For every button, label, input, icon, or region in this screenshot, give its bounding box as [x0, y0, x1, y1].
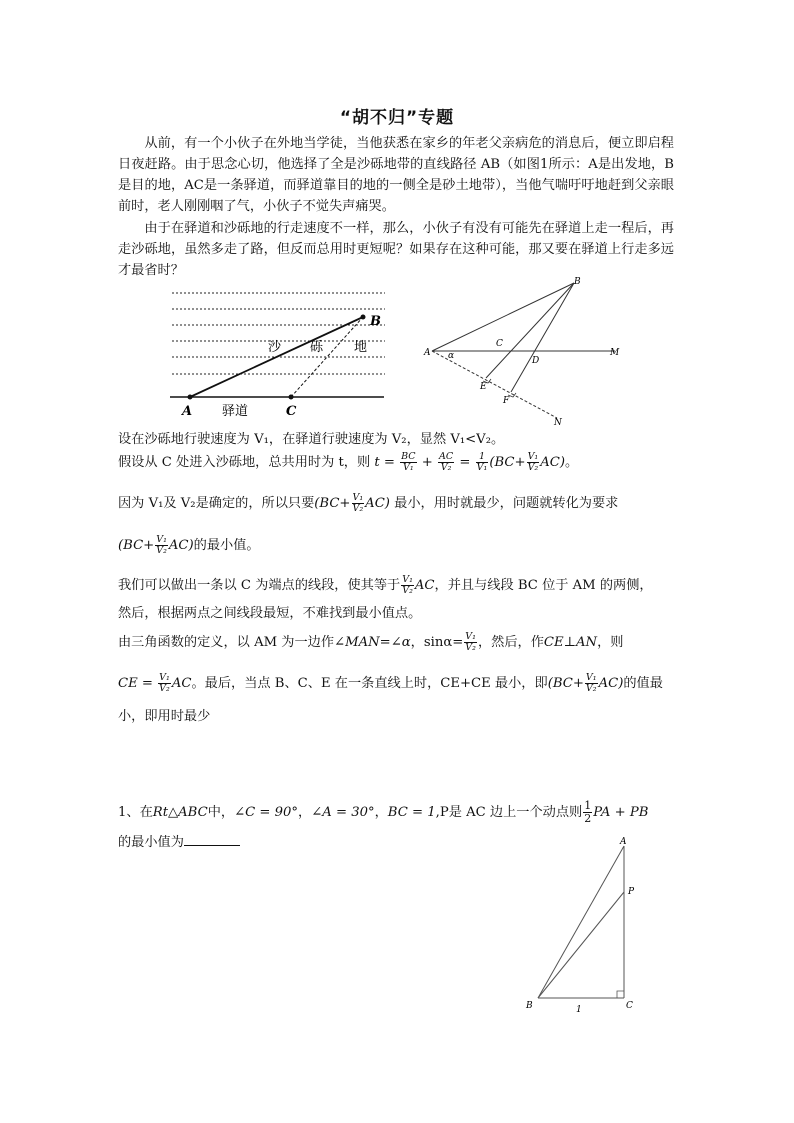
analysis-line-2 [118, 452, 678, 474]
label-C: C [286, 404, 297, 419]
frac-den: V₂ [527, 462, 539, 473]
text-segment: ，然后，作 [477, 635, 544, 650]
math-expr: CE = [118, 676, 153, 691]
frac-den: V₂ [156, 545, 167, 556]
frac-num: AC [439, 451, 454, 462]
text-segment: 的最小值为 [118, 835, 184, 850]
text-segment: ，并且与线段 BC 位于 AM 的两侧， [434, 578, 653, 593]
fig2-label-D: D [532, 356, 540, 366]
text-segment: 因为 V₁及 V₂是确定的，所以只要 [118, 496, 315, 511]
frac-num: V₁ [159, 672, 170, 683]
frac-num: 1 [584, 799, 592, 812]
math-expr: CE⊥AN [543, 635, 598, 650]
math-expr: ，sinα= [410, 635, 464, 650]
math-expr: AC [171, 676, 192, 691]
math-expr: Rt△ABC [152, 805, 208, 820]
text-segment: 1、在 [118, 805, 153, 820]
math-expr: AC) [365, 496, 390, 511]
sand-region-lines [172, 293, 385, 374]
frac-num: V₁ [402, 574, 413, 585]
line-BE [486, 283, 574, 378]
fraction-V1-V2 [585, 673, 598, 694]
problem-1-statement [118, 800, 678, 825]
label-A: A [182, 404, 193, 419]
label-B: B [370, 314, 381, 329]
frac-den: V₂ [440, 462, 452, 473]
frac-den: V₁ [403, 462, 414, 473]
intro-paragraph-1: 从前，有一个小伙子在外地当学徒，当他获悉在家乡的年老父亲病危的消息后，便立即启程日夜赶路。由于思念心切，他选择了全是沙砾地带的直线路径 AB（如图1所示：A是出发地，B是目的地，AC是一条驿道，而驿道靠目的地的一侧全是砂土地带），当他气喘吁吁地赶到父亲眼前时，老人刚刚咽了气，小伙子不觉失声痛哭。 [118, 136, 674, 214]
math-expr: ∠C = 90° [234, 805, 299, 820]
p1-label-1: 1 [576, 1005, 582, 1015]
text-segment: 的值最 [623, 676, 663, 691]
segment-BP [538, 892, 624, 998]
answer-blank[interactable] [184, 833, 240, 846]
right-angle-C [617, 991, 624, 998]
frac-num: 1 [476, 452, 489, 463]
fig2-label-N: N [554, 418, 562, 428]
math-expr: AC [414, 578, 435, 593]
frac-den: V₁ [476, 462, 488, 473]
fraction-AC-V2 [438, 452, 454, 473]
frac-den: V₂ [352, 503, 364, 514]
analysis-line-5 [118, 575, 678, 597]
line-AB [432, 283, 574, 351]
p1-label-A: A [620, 837, 627, 847]
math-expr: BC = 1 [387, 805, 436, 820]
frac-den: 2 [584, 812, 592, 825]
math-expr: AC) [598, 676, 624, 691]
fraction-V1-V2 [464, 632, 477, 653]
fraction-BC-V1 [400, 452, 416, 473]
math-expr: ∠MAN=∠α [334, 635, 411, 650]
text-segment: 的最小值。 [193, 538, 260, 553]
analysis-line-6: 然后，根据两点之间线段最短，不难找到最小值点。 [118, 606, 422, 621]
analysis-line-4 [118, 535, 678, 557]
fraction-V1-V2 [527, 452, 540, 473]
text-segment: 假设从 C 处进入沙砾地，总共用时为 t，则 [118, 455, 371, 470]
frac-den: V₂ [402, 585, 413, 596]
fig2-label-F: F [503, 396, 510, 406]
fraction-V1-V2 [155, 535, 168, 556]
fig2-label-A: A [424, 348, 431, 358]
p1-label-C: C [626, 1001, 633, 1011]
analysis-line-7 [118, 632, 678, 654]
frac-den: V₂ [465, 642, 476, 653]
analysis-line-8 [118, 673, 678, 695]
text-segment: ,P是 AC 边上一个动点则 [435, 805, 583, 820]
fraction-one-half [583, 800, 592, 825]
math-expr: (BC+ [118, 538, 155, 553]
frac-num: V₁ [585, 672, 597, 683]
text-segment: ， [298, 805, 312, 820]
point-C [289, 395, 294, 400]
analysis-line-3 [118, 493, 678, 515]
frac-num: V₁ [156, 534, 167, 545]
fraction-1-V1 [476, 452, 489, 473]
frac-den: V₂ [585, 683, 597, 694]
line-BF [511, 283, 574, 392]
fig2-label-C: C [496, 339, 503, 349]
text-segment: 中， [207, 805, 235, 820]
text-segment: 最小，用时就最少，问题就转化为要求 [394, 496, 619, 511]
math-operator: = [383, 455, 395, 470]
math-expr: ∠A = 30° [311, 805, 375, 820]
fig2-label-alpha: α [448, 351, 455, 361]
point-B [361, 315, 366, 320]
p1-label-B: B [526, 1001, 533, 1011]
fraction-V1-V2 [158, 673, 171, 694]
problem-1-triangle-figure [520, 832, 640, 1022]
text-segment: 由三角函数的定义，以 AM 为一边作 [118, 635, 335, 650]
frac-num: BC [401, 451, 416, 462]
fraction-V1-V2 [352, 493, 365, 514]
math-symbol: t [374, 455, 380, 470]
text-segment: 。最后，当点 B、C、E 在一条直线上时，CE+CE 最小，即 [191, 676, 548, 691]
label-sand-2: 砾 [310, 340, 324, 355]
page-title: “胡不归”专题 [339, 108, 455, 128]
math-operator: = [459, 455, 471, 470]
figure-1-road-diagram [170, 285, 392, 420]
frac-num: V₁ [465, 631, 476, 642]
text-segment: 。 [565, 455, 579, 470]
fig2-label-E: E [480, 382, 487, 392]
text-segment: ， [374, 805, 388, 820]
math-expr: AC) [168, 538, 194, 553]
analysis-line-1: 设在沙砾地行驶速度为 V₁，在驿道行驶速度为 V₂，显然 V₁<V₂。 [118, 432, 505, 447]
fig2-label-M: M [610, 348, 620, 358]
side-AB [538, 846, 624, 998]
intro-paragraph-2: 由于在驿道和沙砾地的行走速度不一样，那么，小伙子有没有可能先在驿道上走一程后，再走沙砾地，虽然多走了路，但反而总用时更短呢？如果存在这种可能，那又要在驿道上行走多远才最省时？ [118, 221, 674, 278]
math-operator: + [421, 455, 433, 470]
math-expr: (BC+ [314, 496, 351, 511]
analysis-line-9: 小，即用时最少 [118, 709, 211, 724]
frac-den: V₂ [159, 683, 170, 694]
fraction-V1-V2 [401, 575, 414, 596]
point-A [188, 395, 193, 400]
text-segment: 我们可以做出一条以 C 为端点的线段，使其等于 [118, 578, 401, 593]
label-sand-3: 地 [354, 340, 368, 355]
frac-num: V₁ [527, 451, 539, 462]
math-expr: PA + PB [593, 805, 649, 820]
math-expr: (BC+ [489, 455, 526, 470]
frac-num: V₁ [352, 492, 364, 503]
label-sand-1: 沙 [268, 340, 282, 355]
label-road: 驿道 [222, 404, 249, 419]
text-segment: ，则 [597, 635, 624, 650]
figure-2-geometry [420, 275, 630, 430]
fig2-label-B: B [574, 277, 581, 287]
math-expr: (BC+ [547, 676, 584, 691]
math-expr: AC) [540, 455, 565, 470]
p1-label-P: P [628, 887, 635, 897]
